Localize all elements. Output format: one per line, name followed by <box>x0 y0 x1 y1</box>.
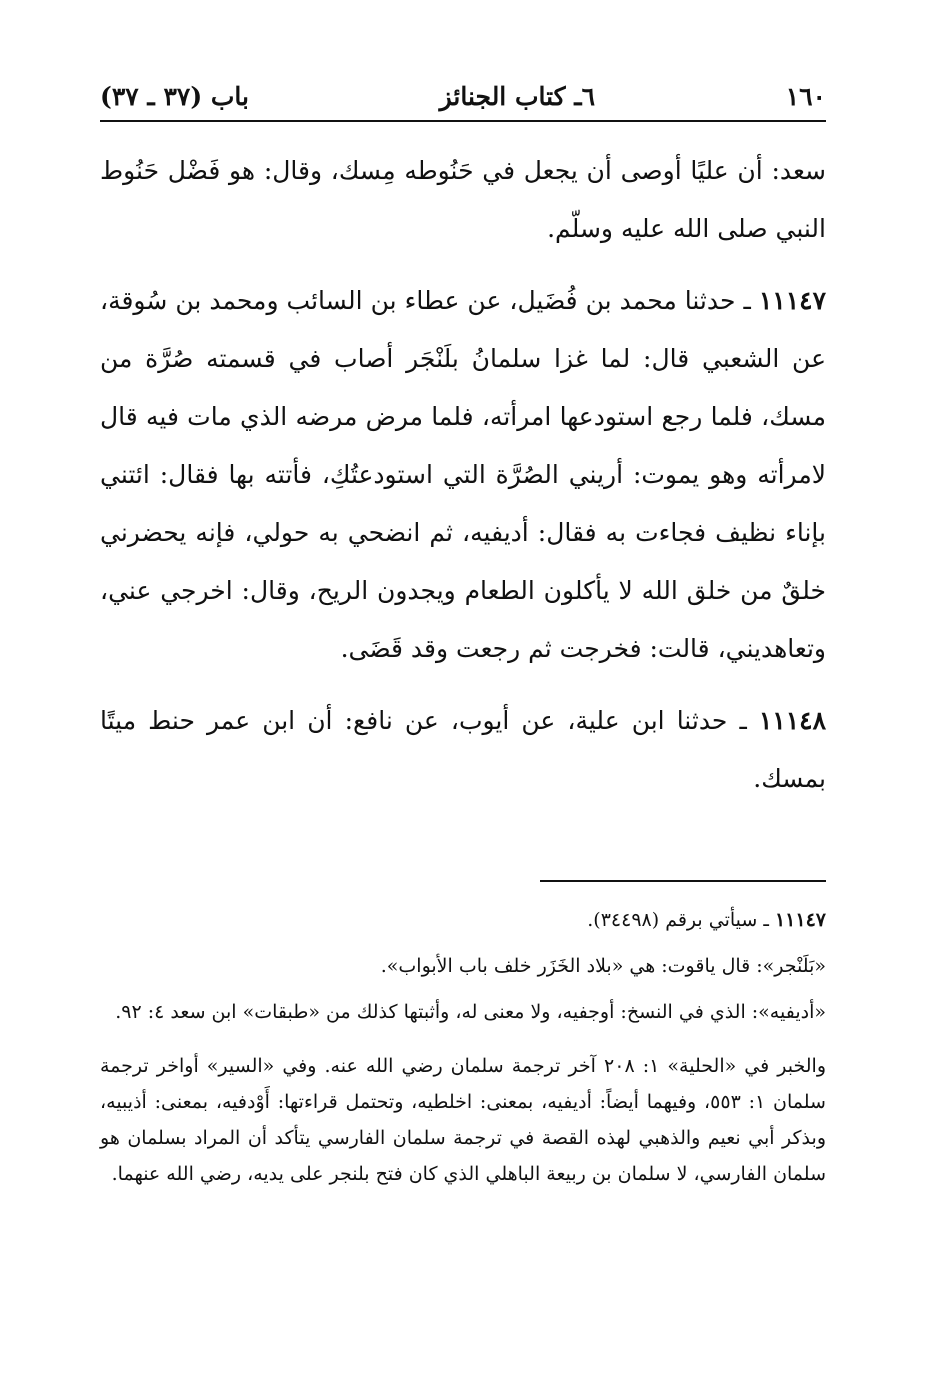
chapter-title: ٦ـ كتاب الجنائز <box>439 82 596 111</box>
footnote <box>100 948 826 984</box>
page-header <box>100 80 826 122</box>
paragraph <box>100 692 826 808</box>
footnote-text: «أديفيه»: الذي في النسخ: أوجفيه، ولا معنى له، وأثبتها كذلك من «طبقات» ابن سعد ٤: ٩٢. <box>115 1001 826 1023</box>
footnote-text: «بَلَنْجر»: قال ياقوت: هي «بلاد الخَزَر خلف باب الأبواب». <box>380 955 826 977</box>
footnote-text: ـ سيأتي برقم (٣٤٤٩٨). <box>587 909 769 931</box>
paragraph <box>100 272 826 678</box>
footnotes <box>100 902 826 1192</box>
footnote <box>100 1048 826 1192</box>
section-reference: باب (٣٧ ـ ٣٧) <box>100 82 249 111</box>
paragraph <box>100 142 826 258</box>
paragraph-text: ـ حدثنا محمد بن فُضَيل، عن عطاء بن السائب ومحمد بن سُوقة، عن الشعبي قال: لما غزا سلمانُ بلَنْجَر أصاب في قسمته صُرَّة من مسك، فلما رجع استودعها امرأته، فلما مرض مرضه الذي مات فيه قال لامرأته وهو يموت: أريني الصُرَّة التي استودعتُكِ، فأتته بها فقال: ائتني بإناء نظيف فجاءت به فقال: أديفيه، ثم انضحي به حولي، فإنه يحضرني خلقٌ من خلق الله لا يأكلون الطعام ويجدون الريح، وقال: اخرجي عني، وتعاهديني، قالت: فخرجت ثم رجعت وقد قَضَى. <box>100 286 826 663</box>
main-text <box>100 142 826 808</box>
hadith-number: ١١١٤٨ <box>758 706 827 735</box>
footnote-text: والخبر في «الحلية» ١: ٢٠٨ آخر ترجمة سلمان رضي الله عنه. وفي «السير» أواخر ترجمة سلمان ١: ٥٥٣، وفيهما أيضاً: أديفيه، بمعنى: اخلطيه، وتحتمل قراءتها: أَوْدفيه، بمعنى: أذيبيه، وبذكر أبي نعيم والذهبي لهذه القصة في ترجمة سلمان الفارسي يتأكد أن المراد بسلمان هو سلمان الفارسي، لا سلمان بن ربيعة الباهلي الذي كان فتح بلنجر على يديه، رضي الله عنهما. <box>100 1055 826 1185</box>
hadith-number: ١١١٤٧ <box>758 286 826 315</box>
footnote <box>100 902 826 938</box>
paragraph-text: سعد: أن عليًا أوصى أن يجعل في حَنُوطه مِسك، وقال: هو فَضْل حَنُوط النبي صلى الله عليه وسلّم. <box>100 156 826 243</box>
book-page <box>100 80 826 1202</box>
footnote-number: ١١١٤٧ <box>774 909 826 931</box>
footnote-divider <box>540 880 826 882</box>
footnote <box>100 994 826 1030</box>
paragraph-text: ـ حدثنا ابن علية، عن أيوب، عن نافع: أن ابن عمر حنط ميتًا بمسك. <box>100 706 826 793</box>
page-number: ١٦٠ <box>785 82 826 111</box>
